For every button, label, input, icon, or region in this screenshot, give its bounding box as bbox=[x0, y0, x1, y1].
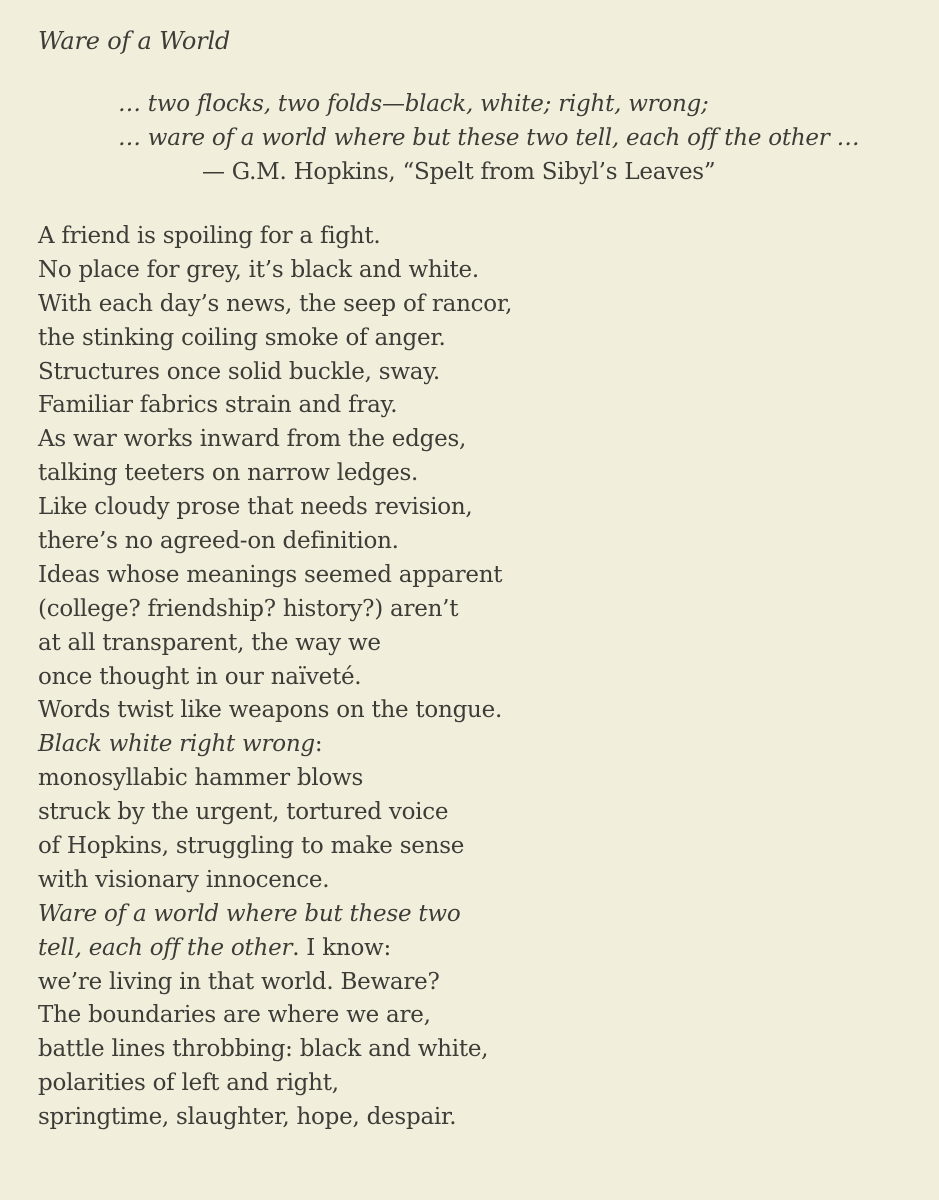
poem-line: polarities of left and right, bbox=[38, 1070, 339, 1097]
poem-line: Words twist like weapons on the tongue. bbox=[38, 697, 503, 724]
poem-line bbox=[38, 728, 918, 762]
poem-line: with visionary innocence. bbox=[38, 866, 330, 893]
poem-line: Like cloudy prose that needs revision, bbox=[38, 494, 473, 521]
poem-line: (college? friendship? history?) aren’t bbox=[38, 595, 459, 622]
poem-line: at all transparent, the way we bbox=[38, 629, 381, 656]
poem-line: we’re living in that world. Beware? bbox=[38, 968, 440, 995]
poem-line-rest: . I know: bbox=[292, 934, 391, 961]
epigraph-line-2: … ware of a world where but these two tell, each off the other … bbox=[118, 125, 860, 151]
poem-line: talking teeters on narrow ledges. bbox=[38, 460, 419, 487]
poem-line: monosyllabic hammer blows bbox=[38, 765, 364, 792]
epigraph-line-1: … two flocks, two folds—black, white; right, wrong; bbox=[118, 91, 709, 117]
poem-line: The boundaries are where we are, bbox=[38, 1002, 431, 1029]
poem-line: Familiar fabrics strain and fray. bbox=[38, 392, 398, 419]
poem-line: With each day’s news, the seep of rancor, bbox=[38, 290, 513, 317]
poem-line-rest: : bbox=[314, 731, 323, 758]
poem-line: battle lines throbbing: black and white, bbox=[38, 1036, 489, 1063]
poem-line: As war works inward from the edges, bbox=[38, 426, 467, 453]
poem-line: Structures once solid buckle, sway. bbox=[38, 358, 440, 385]
poem-line bbox=[38, 932, 918, 966]
epigraph-attribution: — G.M. Hopkins, “Spelt from Sibyl’s Leaves” bbox=[202, 159, 716, 185]
poem-line: struck by the urgent, tortured voice bbox=[38, 799, 449, 826]
poem-line: of Hopkins, struggling to make sense bbox=[38, 833, 465, 860]
poem-line: Ideas whose meanings seemed apparent bbox=[38, 561, 503, 588]
poem-line: once thought in our naïveté. bbox=[38, 663, 362, 690]
poem-body bbox=[38, 220, 918, 1135]
poem-line: there’s no agreed-on definition. bbox=[38, 528, 399, 555]
poem-line: springtime, slaughter, hope, despair. bbox=[38, 1104, 457, 1131]
poem-title: Ware of a World bbox=[38, 27, 231, 55]
poem-line: Ware of a world where but these two bbox=[38, 900, 461, 927]
poem-line: the stinking coiling smoke of anger. bbox=[38, 324, 446, 351]
poem-line: No place for grey, it’s black and white. bbox=[38, 256, 479, 283]
poem-line-italic-part: Black white right wrong bbox=[38, 731, 315, 758]
poem-line-italic-part: tell, each off the other bbox=[38, 934, 293, 961]
poem-line: A friend is spoiling for a fight. bbox=[38, 223, 381, 249]
